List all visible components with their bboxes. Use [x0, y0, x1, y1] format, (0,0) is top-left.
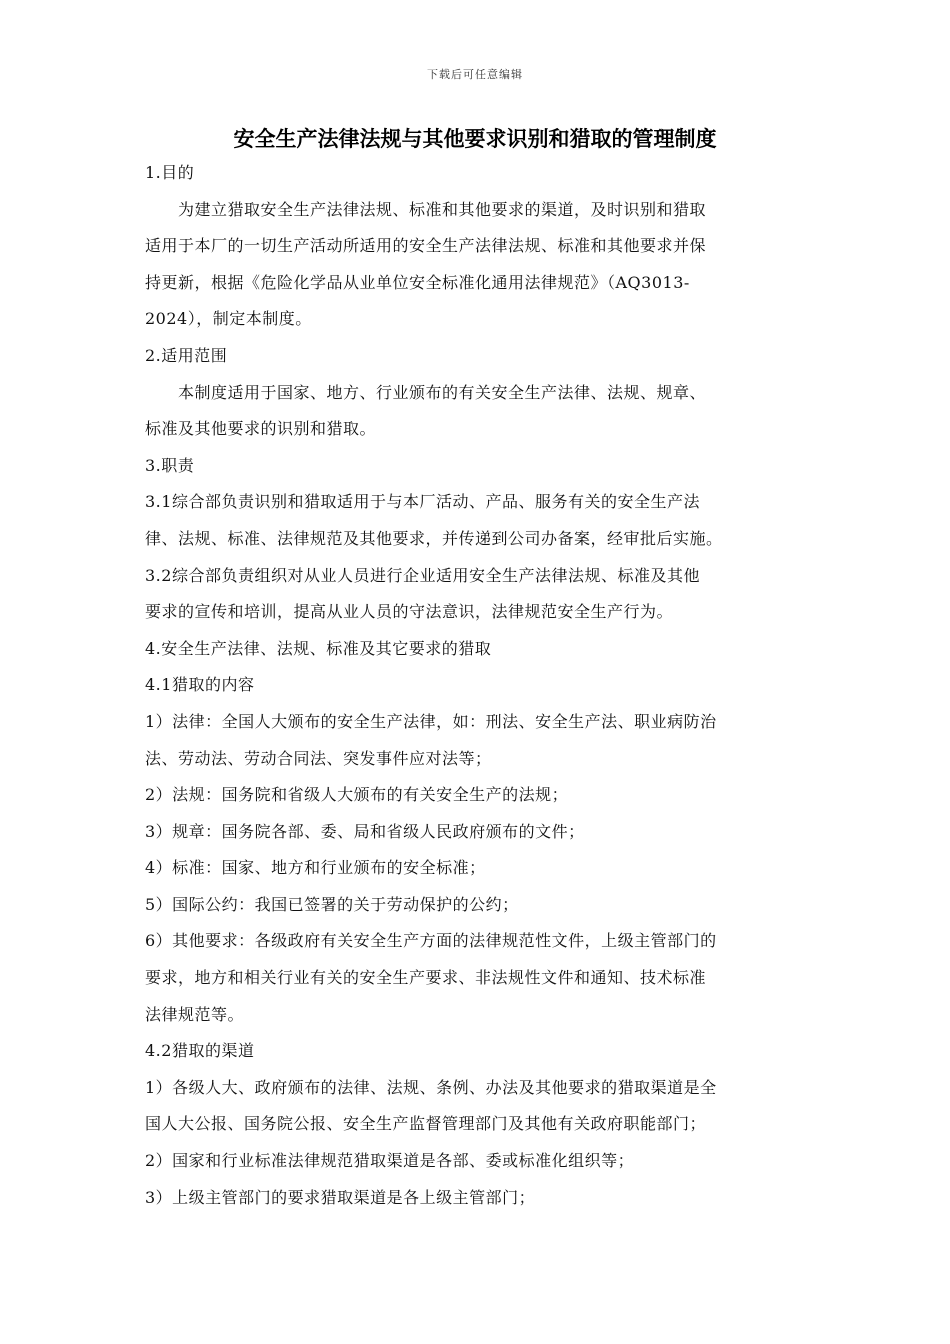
body-line: 适用于本厂的一切生产活动所适用的安全生产法律法规、标准和其他要求并保	[145, 236, 707, 256]
body-line: 为建立猎取安全生产法律法规、标准和其他要求的渠道，及时识别和猎取	[145, 199, 707, 219]
body-line: 2.适用范围	[145, 345, 228, 365]
body-line: 4.安全生产法律、法规、标准及其它要求的猎取	[145, 638, 492, 658]
body-line: 1.目的	[145, 163, 195, 182]
body-line: 2）国家和行业标准法律规范猎取渠道是各部、委或标准化组织等；	[145, 1151, 635, 1171]
body-line: 3.职责	[145, 455, 195, 475]
body-line: 本制度适用于国家、地方、行业颁布的有关安全生产法律、法规、规章、	[145, 382, 707, 402]
body-line: 2）法规：国务院和省级人大颁布的有关安全生产的法规；	[145, 785, 569, 805]
body-line: 3）上级主管部门的要求猎取渠道是各上级主管部门；	[145, 1187, 536, 1207]
header-note: 下载后可任意编辑	[427, 68, 523, 81]
body-line: 3.1综合部负责识别和猎取适用于与本厂活动、产品、服务有关的安全生产法	[145, 492, 700, 512]
body-line: 3.2综合部负责组织对从业人员进行企业适用安全生产法律法规、标准及其他	[145, 565, 700, 585]
body-line: 5）国际公约：我国已签署的关于劳动保护的公约；	[145, 894, 519, 914]
body-line: 3）规章：国务院各部、委、局和省级人民政府颁布的文件；	[145, 821, 585, 841]
body-line: 持更新，根据《危险化学品从业单位安全标准化通用法律规范》（AQ3013-	[145, 272, 690, 292]
document-body	[145, 155, 809, 1216]
body-line: 4）标准：国家、地方和行业颁布的安全标准；	[145, 858, 486, 878]
body-line: 国人大公报、国务院公报、安全生产监督管理部门及其他有关政府职能部门；	[145, 1114, 707, 1134]
body-line: 标准及其他要求的识别和猎取。	[145, 419, 377, 439]
body-line: 1）法律：全国人大颁布的安全生产法律，如：刑法、安全生产法、职业病防治	[145, 711, 717, 731]
body-line: 要求的宣传和培训，提高从业人员的守法意识，法律规范安全生产行为。	[145, 602, 674, 622]
body-line: 律、法规、标准、法律规范及其他要求，并传递到公司办备案，经审批后实施。	[145, 528, 723, 548]
body-line: 法律规范等。	[145, 1004, 245, 1024]
body-line: 要求，地方和相关行业有关的安全生产要求、非法规性文件和通知、技术标准	[145, 968, 707, 988]
body-line: 4.2猎取的渠道	[145, 1041, 255, 1061]
body-line: 4.1猎取的内容	[145, 675, 255, 695]
body-line: 6）其他要求：各级政府有关安全生产方面的法律规范性文件，上级主管部门的	[145, 931, 717, 951]
body-line: 1）各级人大、政府颁布的法律、法规、条例、办法及其他要求的猎取渠道是全	[145, 1077, 717, 1097]
body-line: 法、劳动法、劳动合同法、突发事件应对法等；	[145, 748, 492, 768]
document-title: 安全生产法律法规与其他要求识别和猎取的管理制度	[233, 127, 717, 151]
body-line: 2024），制定本制度。	[145, 309, 312, 329]
